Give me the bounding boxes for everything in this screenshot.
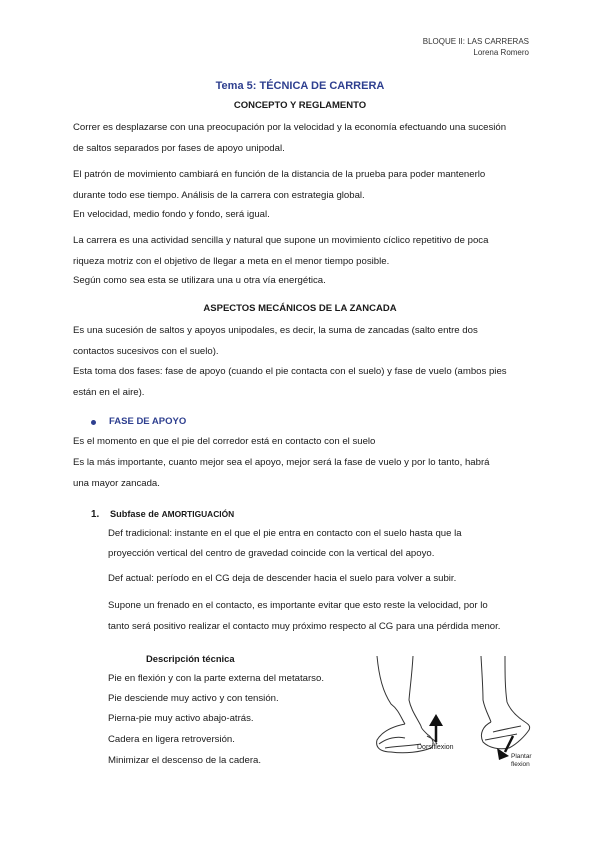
bullet-heading-fase-apoyo: FASE DE APOYO: [109, 416, 187, 427]
paragraph-line: Def tradicional: instante en el que el pie entra en contacto con el suelo hasta que la: [108, 528, 462, 539]
header-author: Lorena Romero: [473, 48, 529, 57]
list-item: Pierna-pie muy activo abajo-atrás.: [108, 713, 254, 724]
figure-label-dorsiflexion: Dorsiflexion: [417, 744, 454, 751]
subphase-name: AMORTIGUACIÓN: [161, 509, 235, 519]
paragraph-line: están en el aire).: [73, 387, 145, 398]
paragraph-line: Supone un frenado en el contacto, es importante evitar que esto reste la velocidad, por lo: [108, 600, 488, 611]
paragraph-line: una mayor zancada.: [73, 478, 160, 489]
paragraph-line: Esta toma dos fases: fase de apoyo (cuando el pie contacta con el suelo) y fase de vuelo (ambos pies: [73, 366, 507, 377]
description-heading: Descripción técnica: [146, 653, 235, 664]
paragraph-line: de saltos separados por fases de apoyo unipodal.: [73, 143, 285, 154]
paragraph-line: Correr es desplazarse con una preocupación por la velocidad y la economía efectuando una sucesión: [73, 122, 507, 133]
figure-label-plantar: Plantar: [511, 753, 532, 760]
paragraph-line: tanto será positivo realizar el contacto muy próximo respecto al CG para una pérdida menor.: [108, 621, 501, 632]
paragraph-line: El patrón de movimiento cambiará en función de la distancia de la prueba para poder mantenerlo: [73, 169, 486, 180]
paragraph-line: En velocidad, medio fondo y fondo, será igual.: [73, 209, 270, 220]
paragraph-line: proyección vertical del centro de gravedad coincide con la vertical del apoyo.: [108, 548, 435, 559]
subphase-heading: [110, 509, 234, 519]
section-heading-aspectos: ASPECTOS MECÁNICOS DE LA ZANCADA: [203, 303, 397, 314]
paragraph-line: durante todo ese tiempo. Análisis de la carrera con estrategia global.: [73, 190, 365, 201]
paragraph-line: Es el momento en que el pie del corredor está en contacto con el suelo: [73, 436, 376, 447]
dorsiflexion-foot-icon: [377, 656, 437, 753]
paragraph-line: riqueza motriz con el objetivo de llegar a meta en el menor tiempo posible.: [73, 256, 390, 267]
list-item: Pie en flexión y con la parte externa del metatarso.: [108, 673, 324, 684]
list-item: Cadera en ligera retroversión.: [108, 734, 235, 745]
list-item: Pie desciende muy activo y con tensión.: [108, 693, 279, 704]
plantar-flexion-foot-icon: [481, 656, 530, 749]
paragraph-line: Es una sucesión de saltos y apoyos unipodales, es decir, la suma de zancadas (salto entre dos: [73, 325, 478, 336]
paragraph-line: Def actual: período en el CG deja de descender hacia el suelo para volver a subir.: [108, 573, 457, 584]
figure-label-flexion: flexion: [511, 761, 530, 768]
foot-illustration: [365, 652, 537, 774]
paragraph-line: Es la más importante, cuanto mejor sea el apoyo, mejor será la fase de vuelo y por lo tanto, habrá: [73, 457, 490, 468]
paragraph-line: contactos sucesivos con el suelo).: [73, 346, 219, 357]
subphase-prefix: Subfase de: [110, 509, 162, 519]
list-number: 1.: [91, 509, 100, 520]
list-item: Minimizar el descenso de la cadera.: [108, 755, 262, 766]
paragraph-line: La carrera es una actividad sencilla y natural que supone un movimiento cíclico repetitivo de poca: [73, 235, 489, 246]
bullet-dot-icon: [91, 420, 96, 425]
section-heading-concepto: CONCEPTO Y REGLAMENTO: [233, 100, 367, 111]
paragraph-line: Según como sea esta se utilizara una u otra vía energética.: [73, 275, 326, 286]
page-title: Tema 5: TÉCNICA DE CARRERA: [215, 80, 385, 92]
header-course: BLOQUE II: LAS CARRERAS: [422, 37, 529, 46]
